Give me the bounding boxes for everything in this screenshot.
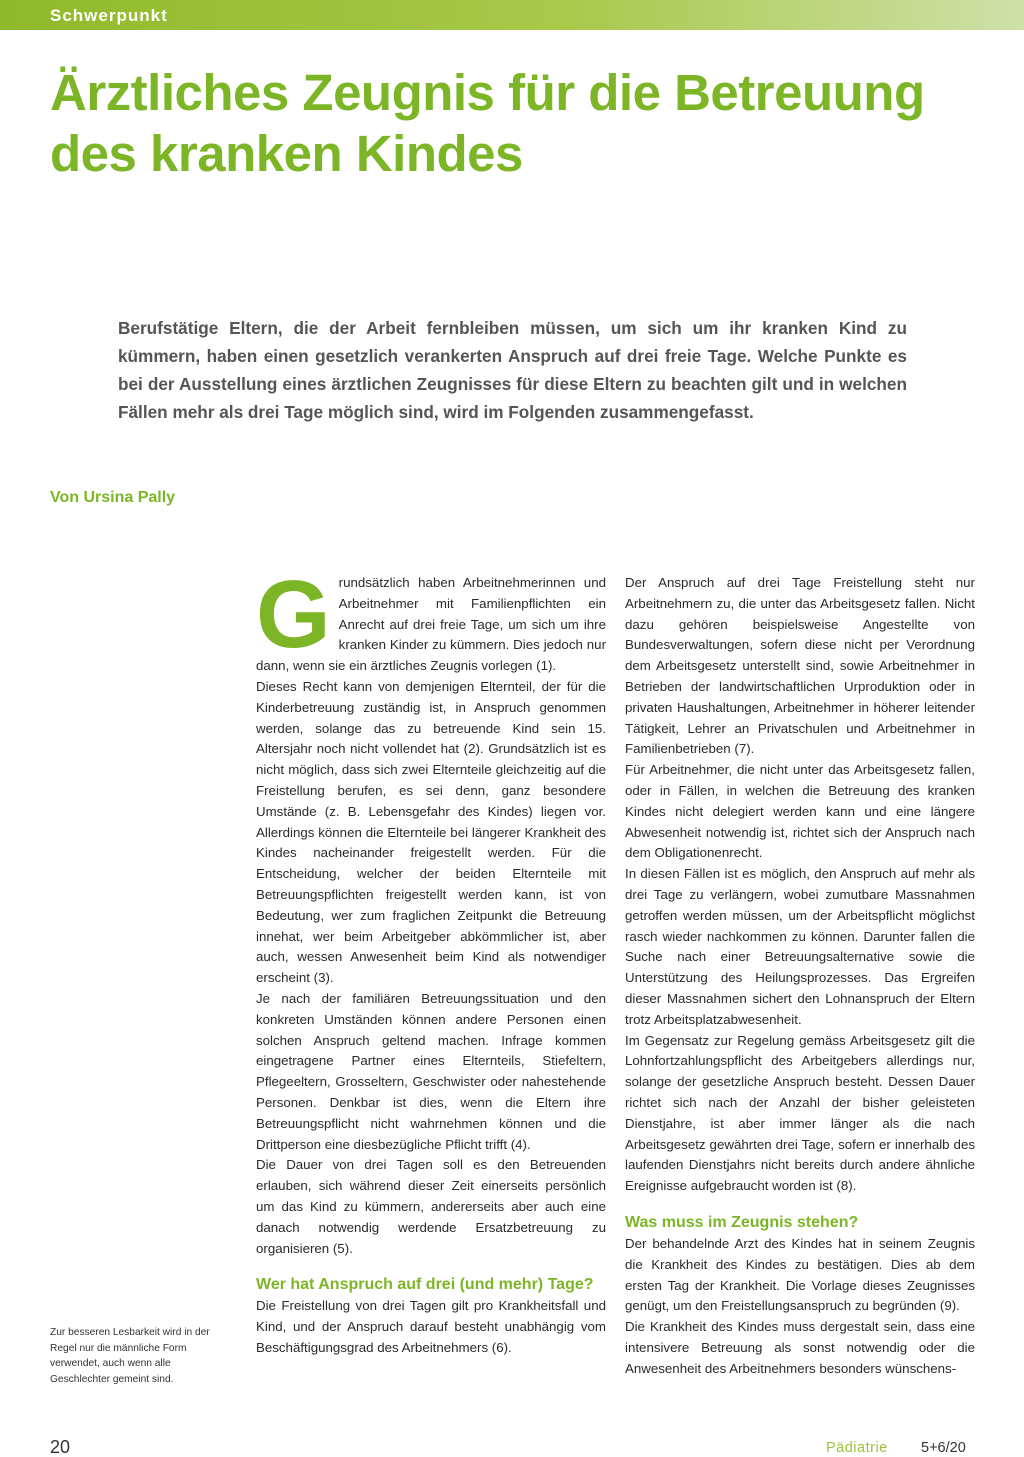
- article-title-line2: des kranken Kindes: [50, 125, 523, 182]
- paragraph: Dieses Recht kann von demjenigen Elternteil, der für die Kinderbetreuung zuständig ist, in Anspruch genommen werden, solange das zu betreuende Kind sein 15. Altersjahr noch nicht vollendet hat (2). Grundsätzlich ist es nicht möglich, dass sich zwei Elternteile gleichzeitig auf die Freistellung berufen, es sei denn, ganz besondere Umstände (z. B. Lebensgefahr des Kindes) liegen vor. Allerdings können die Elternteile bei längerer Krankheit des Kindes nacheinander freigestellt werden. Für die Entscheidung, welcher der beiden Elternteile mit Betreuungspflichten freigestellt werden kann, ist von Bedeutung, wer zum fraglichen Zeitpunkt die Betreuung innehat, wer beim Arbeitgeber abkömmlicher ist, aber auch, wessen Anwesenheit beim Kind als notwendiger erscheint (3).: [256, 678, 606, 986]
- paragraph: Der Anspruch auf drei Tage Freistellung steht nur Arbeitnehmern zu, die unter das Arbeitsgesetz fallen. Nicht dazu gehören beispielsweise Angestellte von Bundesverwaltungen, sofern diese nicht per Verordnung dem Arbeitsgesetz unterstellt sind, sowie Arbeitnehmer in Betrieben der landwirtschaftlichen Urproduktion oder in privaten Haushaltungen, Arbeitnehmer in höherer leitender Tätigkeit, Lehrer an Privatschulen und Arbeitnehmer in Familienbetrieben (7).: [625, 575, 975, 757]
- section-label: Schwerpunkt: [50, 6, 168, 25]
- paragraph: Die Dauer von drei Tagen soll es den Betreuenden erlauben, sich während dieser Zeit einerseits persönlich um das Kind zu kümmern, andererseits aber auch eine danach notwendig werdende Ersatzbetreuung zu organisieren (5).: [256, 1157, 606, 1256]
- section-heading: Wer hat Anspruch auf drei (und mehr) Tage?: [256, 1276, 594, 1294]
- paragraph: Die Freistellung von drei Tagen gilt pro Krankheitsfall und Kind, und der Anspruch darauf besteht unabhängig vom Beschäftigungsgrad des Arbeitnehmers (6).: [256, 1298, 606, 1355]
- paragraph: [256, 561, 606, 677]
- author-byline: Von Ursina Pally: [50, 489, 176, 506]
- paragraph: In diesen Fällen ist es möglich, den Anspruch auf mehr als drei Tage zu verlängern, wobei zumutbare Massnahmen getroffen werden müssen, um der Arbeitspflicht möglichst rasch wieder nachkommen zu können. Darunter fallen die Suche nach einer Betreuungsalternative sowie die Unterstützung des Heilungsprozesses. Das Ergreifen dieser Massnahmen sichert den Lohnanspruch der Eltern trotz Arbeitsplatzabwesenheit.: [625, 866, 975, 1027]
- article-title: [50, 62, 1010, 184]
- paragraph: Für Arbeitnehmer, die nicht unter das Arbeitsgesetz fallen, oder in Fällen, in welchen die Betreuung des kranken Kindes nicht delegiert werden kann und eine längere Abwesenheit notwendig ist, richtet sich der Anspruch nach dem Obligationenrecht.: [625, 762, 975, 861]
- paragraph: Der behandelnde Arzt des Kindes hat in seinem Zeugnis die Krankheit des Kindes zu bestätigen. Dies ab dem ersten Tag der Krankheit. Die Vorlage dieses Zeugnisses genügt, um den Freistellungsanspruch zu begründen (9).: [625, 1235, 975, 1314]
- issue-number: 5+6/20: [921, 1440, 966, 1456]
- text-column-right: [625, 573, 975, 1379]
- drop-cap: G: [256, 561, 331, 668]
- paragraph: Die Krankheit des Kindes muss dergestalt sein, dass eine intensivere Betreuung als sonst notwendig oder die Anwesenheit des Arbeitnehmers besonders wünschens-: [625, 1319, 975, 1376]
- page-number: 20: [50, 1437, 71, 1457]
- paragraph: Je nach der familiären Betreuungssituation und den konkreten Umständen können andere Personen einen solchen Anspruch geltend machen. Infrage kommen eingetragene Partner eines Elternteils, Stiefeltern, Pflegeeltern, Grosseltern, Geschwister oder nahestehende Personen. Denkbar ist dies, wenn die Eltern ihre Betreuungspflicht nicht wahrnehmen können und die Drittperson eine diesbezügliche Pflicht trifft (4).: [256, 990, 606, 1152]
- article-title-line1: Ärztliches Zeugnis für die Betreuung: [50, 64, 925, 121]
- section-heading: Was muss im Zeugnis stehen?: [625, 1213, 859, 1231]
- article-lead: Berufstätige Eltern, die der Arbeit fernbleiben müssen, um sich um ihr kranken Kind zu kümmern, haben einen gesetzlich verankerten Anspruch auf drei freie Tage. Welche Punkte es bei der Ausstellung eines ärztlichen Zeugnisses für diese Eltern zu beachten gilt und in welchen Fällen mehr als drei Tage möglich sind, wird im Folgenden zusammengefasst.: [118, 318, 907, 422]
- paragraph: Im Gegensatz zur Regelung gemäss Arbeitsgesetz gilt die Lohnfortzahlungspflicht des Arbeitgebers allerdings nur, solange der gesetzliche Anspruch besteht. Dessen Dauer richtet sich nach der Anzahl der bisher geleisteten Dienstjahre, ist aber immer länger als die nach Arbeitsgesetz gewährten drei Tage, sofern er innerhalb des laufenden Dienstjahrs nicht bereits durch andere ähnliche Ereignisse aufgebraucht worden ist (8).: [625, 1032, 975, 1194]
- text-column-left: [256, 561, 606, 1359]
- footnote: Zur besseren Lesbarkeit wird in der Regel nur die männliche Form verwendet, auch wenn alle Geschlechter gemeint sind.: [50, 1327, 210, 1385]
- journal-name: Pädiatrie: [826, 1440, 888, 1456]
- section-header-bar: [0, 0, 1024, 30]
- paragraph-text: rundsätzlich haben Arbeitnehmerinnen und Arbeitnehmer mit Familienpflichten ein Anrecht auf drei freie Tage, um sich um ihre kranken Kinder zu kümmern. Dies jedoch nur dann, wenn sie ein ärztliches Zeugnis vorlegen (1).: [256, 575, 606, 674]
